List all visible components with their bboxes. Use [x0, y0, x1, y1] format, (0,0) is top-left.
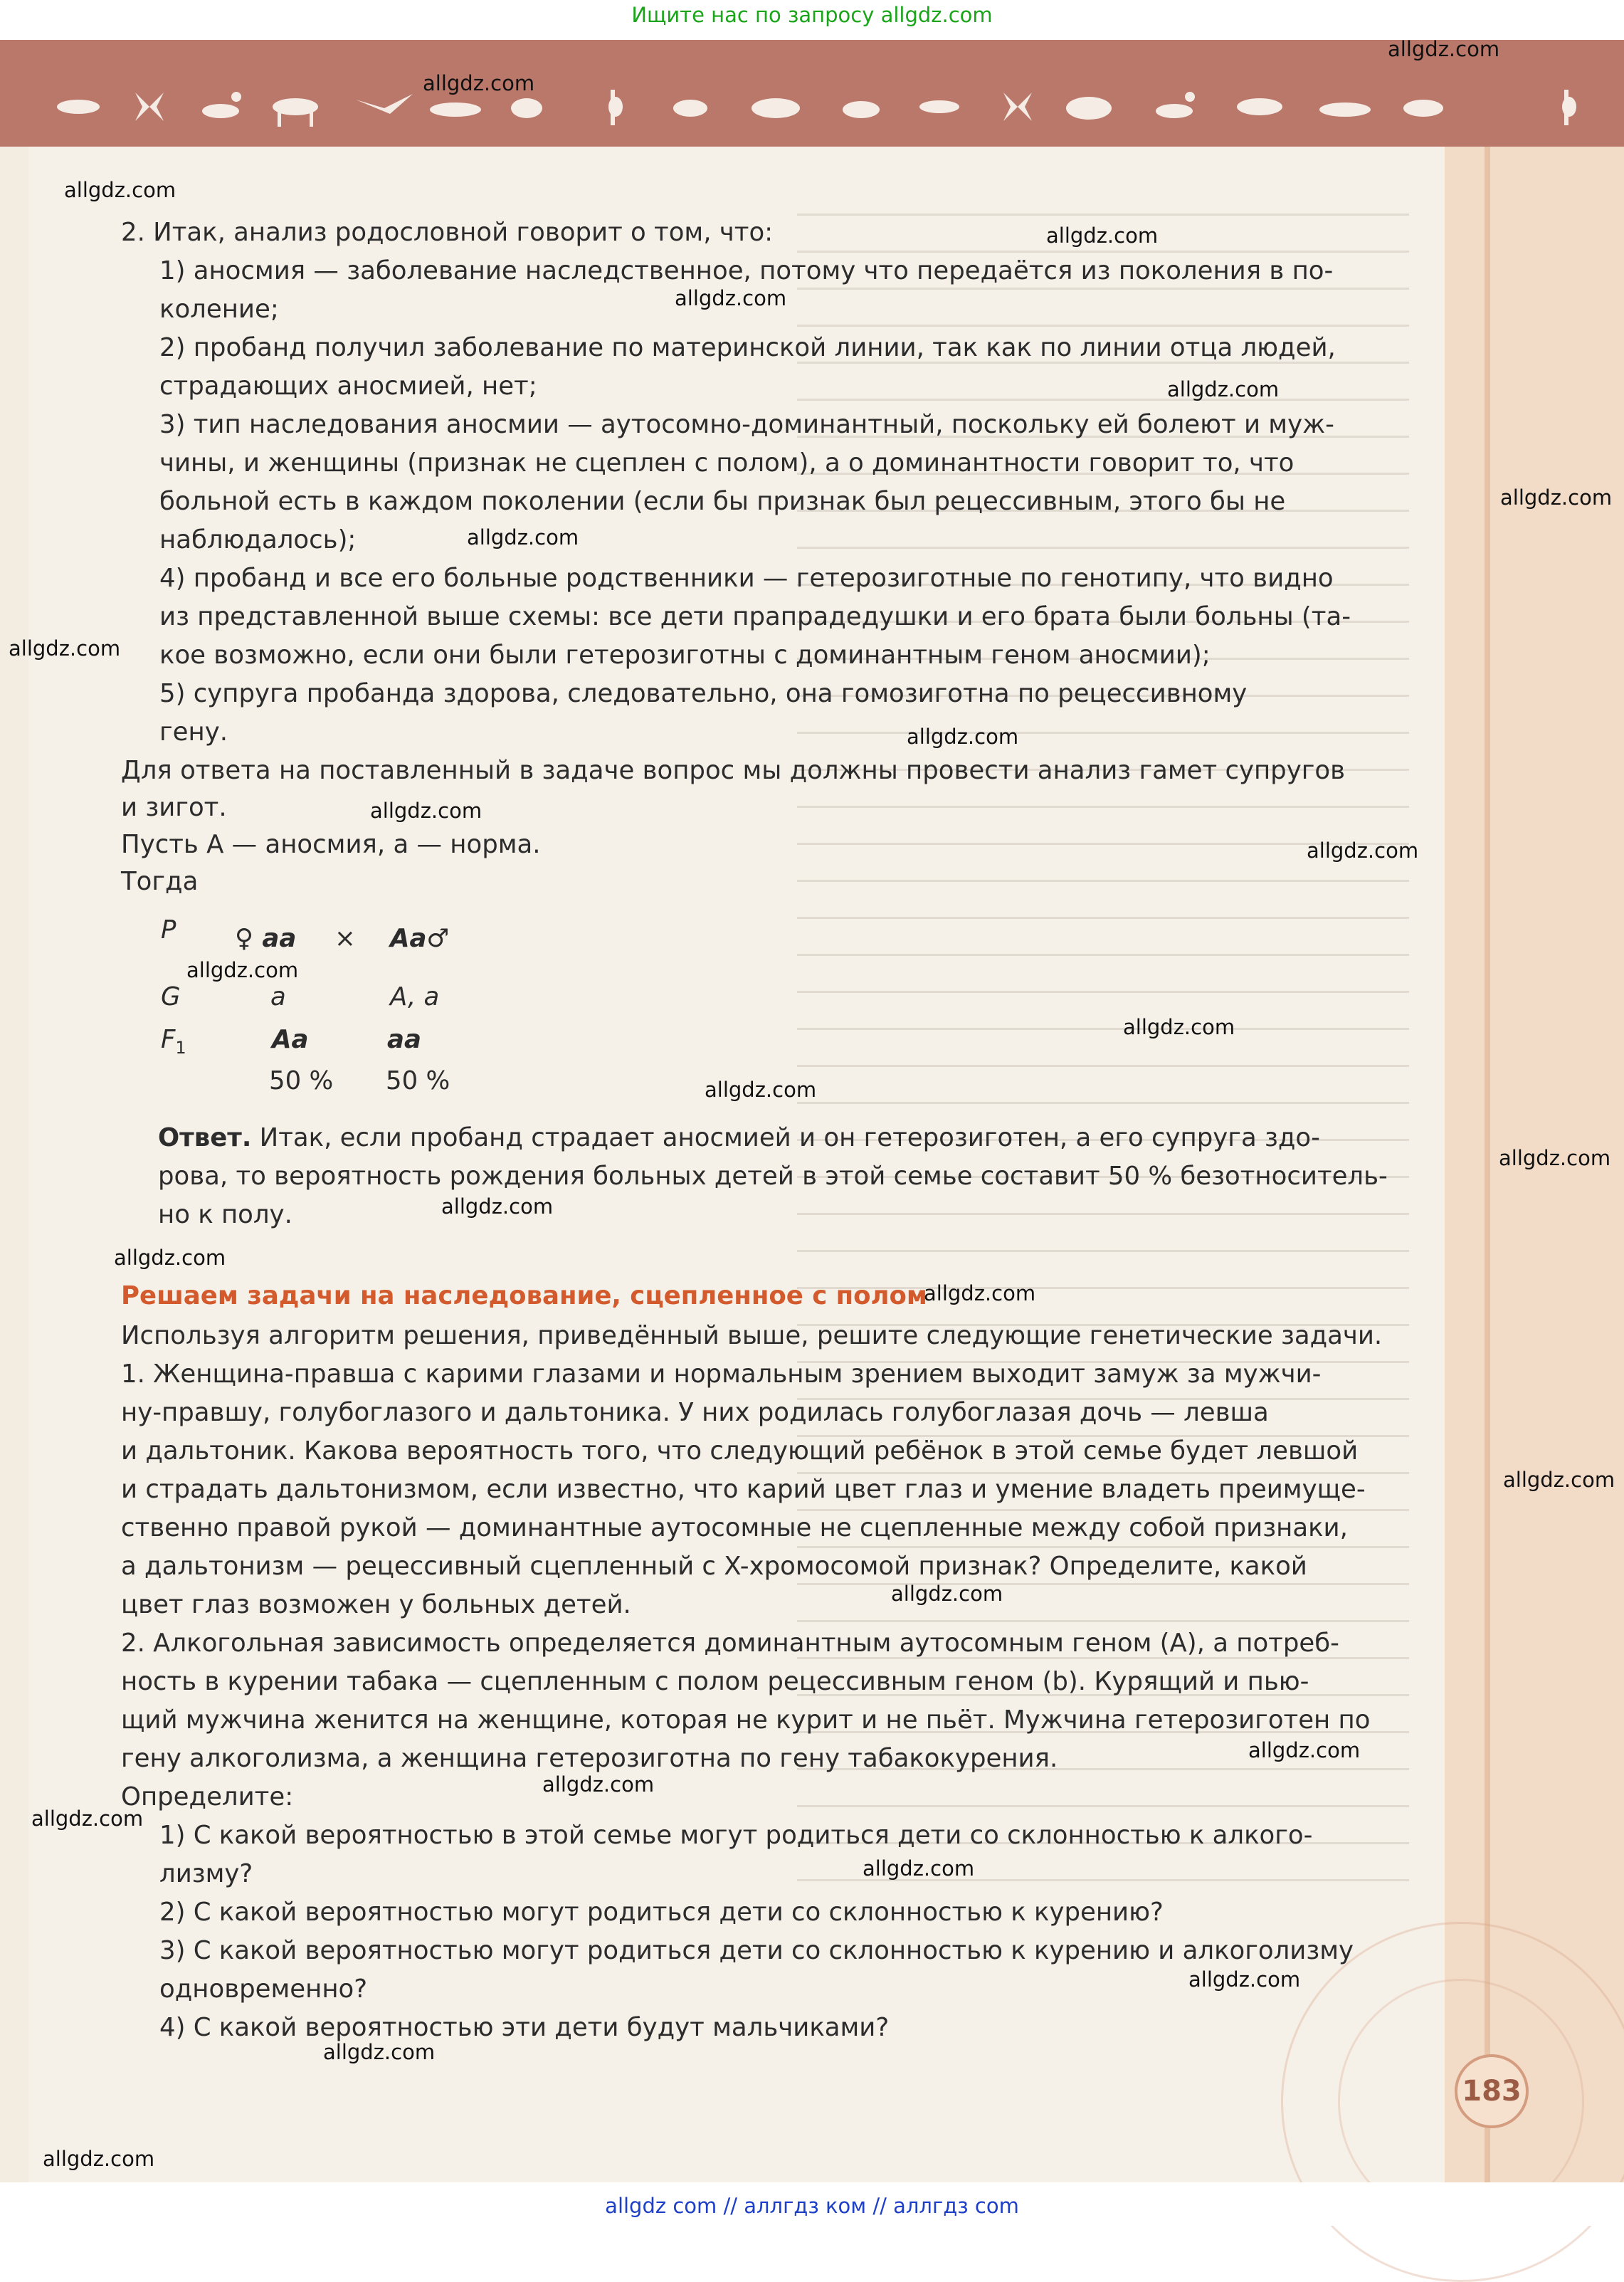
analysis-line: 5) супруга пробанда здорова, следовательно, она гомозиготна по рецессивному — [159, 679, 1248, 708]
page-number: 183 — [1455, 2054, 1529, 2128]
horse-icon — [273, 98, 318, 127]
task-line: щий мужчина женится на женщине, которая не курит и не пьёт. Мужчина гетерозиготен по — [121, 1705, 1371, 1735]
cross-g-male: A, a — [390, 982, 440, 1011]
heron-icon — [1562, 90, 1576, 125]
watermark: allgdz.com — [370, 799, 483, 823]
answer-line-1 — [158, 1120, 1320, 1156]
watermark: allgdz.com — [1503, 1468, 1615, 1492]
analysis-line: гену. — [159, 717, 228, 747]
bottom-links[interactable]: allgdz com // аллгдз ком // аллгдз com — [605, 2194, 1019, 2218]
fly-icon — [673, 100, 707, 117]
top-search-link[interactable]: Ищите нас по запросу allgdz.com — [631, 3, 993, 27]
scorpion-icon — [1156, 92, 1195, 118]
task-line: Определите: — [121, 1782, 294, 1812]
task-line: 1. Женщина-правша с карими глазами и нормальным зрением выходит замуж за мужчи- — [121, 1360, 1322, 1389]
section-heading: Решаем задачи на наследование, сцепленное с полом — [121, 1281, 927, 1310]
task-line: 4) С какой вероятностью эти дети будут мальчиками? — [159, 2013, 890, 2042]
task-line: 3) С какой вероятностью могут родиться дети со склонностью к курению и алкоголизму — [159, 1936, 1354, 1965]
watermark: allgdz.com — [9, 636, 121, 661]
watermark: allgdz.com — [114, 1246, 226, 1270]
cross-pct-a: 50 % — [269, 1066, 334, 1095]
gecko-icon — [919, 100, 959, 113]
watermark: allgdz.com — [1188, 1967, 1301, 1992]
watermark: allgdz.com — [323, 2040, 436, 2064]
analysis-line: чины, и женщины (признак не сцеплен с полом), а о доминантности говорит то, что — [159, 448, 1295, 478]
watermark: allgdz.com — [31, 1807, 144, 1831]
cross-p-label: P — [161, 915, 176, 945]
task-line: ну-правшу, голубоглазого и дальтоника. У них родилась голубоглазая дочь — левша — [121, 1398, 1269, 1427]
horse-icon — [1237, 98, 1282, 115]
task-line: 2) С какой вероятностью могут родиться дети со склонностью к курению? — [159, 1898, 1164, 1927]
watermark: allgdz.com — [1248, 1738, 1361, 1762]
cross-g-female: a — [270, 982, 286, 1011]
analysis-line: больной есть в каждом поколении (если бы признак был рецессивным, этого бы не — [159, 487, 1286, 516]
cross-f1-b: aa — [387, 1025, 421, 1054]
watermark: allgdz.com — [64, 178, 176, 202]
watermark: allgdz.com — [907, 725, 1019, 749]
dolphin-icon — [1319, 102, 1371, 117]
cross-g-label: G — [161, 982, 181, 1011]
watermark: allgdz.com — [891, 1582, 1003, 1606]
analysis-line: 1) аносмия — заболевание наследственное, потому что передаётся из поколения в по- — [159, 256, 1334, 285]
cross-f-letter: F — [161, 1025, 176, 1054]
cross-f-subscript: 1 — [175, 1038, 186, 1058]
analysis-line: 2. Итак, анализ родословной говорит о том, что: — [121, 218, 774, 247]
task-line: цвет глаз возможен у больных детей. — [121, 1590, 631, 1619]
analysis-line: и зигот. — [121, 793, 227, 822]
analysis-line: коление; — [159, 295, 279, 324]
swallow-icon — [356, 94, 413, 114]
watermark: allgdz.com — [863, 1856, 975, 1881]
task-line: и страдать дальтонизмом, если известно, что карий цвет глаз и умение владеть преимуще- — [121, 1475, 1366, 1504]
beetle-icon — [511, 98, 542, 118]
answer-label: Ответ. — [158, 1123, 252, 1152]
cross-f1-a: Aa — [272, 1025, 309, 1054]
watermark: allgdz.com — [186, 958, 299, 982]
scorpion-icon — [202, 92, 241, 118]
cross-sign: × — [334, 924, 356, 953]
task-line: Используя алгоритм решения, приведённый выше, решите следующие генетические задачи. — [121, 1321, 1383, 1350]
task-line: 2. Алкогольная зависимость определяется доминантным аутосомным геном (A), а потреб- — [121, 1629, 1339, 1658]
butterfly-icon — [135, 93, 164, 121]
analysis-line: Пусть A — аносмия, a — норма. — [121, 830, 541, 859]
animal-silhouettes — [50, 85, 1601, 128]
cross-p-female: ♀ aa — [235, 924, 297, 953]
watermark: allgdz.com — [43, 2147, 155, 2171]
analysis-line: наблюдалось); — [159, 525, 357, 554]
watermark: allgdz.com — [423, 71, 535, 95]
analysis-line: 3) тип наследования аносмии — аутосомно-доминантный, поскольку ей болеют и муж- — [159, 410, 1334, 439]
analysis-line: 4) пробанд и все его больные родственники — гетерозиготные по генотипу, что видно — [159, 564, 1334, 593]
watermark: allgdz.com — [467, 525, 579, 550]
answer-text: Итак, если пробанд страдает аносмией и он гетерозиготен, а его супруга здо- — [251, 1123, 1320, 1152]
watermark: allgdz.com — [1167, 377, 1280, 401]
task-line: лизму? — [159, 1859, 253, 1888]
watermark: allgdz.com — [1388, 37, 1500, 61]
heron-icon — [608, 90, 623, 125]
watermark: allgdz.com — [1046, 224, 1159, 248]
task-line: и дальтоник. Какова вероятность того, что следующий ребёнок в этой семье будет левшой — [121, 1436, 1359, 1466]
watermark: allgdz.com — [1307, 838, 1419, 863]
watermark: allgdz.com — [1123, 1015, 1235, 1039]
analysis-line: страдающих аносмией, нет; — [159, 372, 537, 401]
task-line: одновременно? — [159, 1975, 368, 2004]
lizard-icon — [57, 100, 100, 114]
task-line: ность в курении табака — сцепленным с полом рецессивным геном (b). Курящий и пью- — [121, 1667, 1309, 1696]
boar-icon — [752, 98, 800, 118]
dolphin-icon — [430, 102, 481, 117]
answer-line: но к полу. — [158, 1200, 292, 1229]
analysis-line: Тогда — [121, 867, 199, 896]
watermark: allgdz.com — [1499, 1146, 1611, 1170]
cross-f-label — [161, 1022, 186, 1066]
answer-line: рова, то вероятность рождения больных детей в этой семье составит 50 % безотноситель- — [158, 1162, 1388, 1191]
task-line: а дальтонизм — рецессивный сцепленный с X-хромосомой признак? Определите, какой — [121, 1552, 1307, 1581]
analysis-line: из представленной выше схемы: все дети прапрадедушки и его брата были больны (та- — [159, 602, 1351, 631]
task-line: 1) С какой вероятностью в этой семье могут родиться дети со склонностью к алкого- — [159, 1821, 1313, 1850]
butterfly-icon — [1003, 93, 1032, 121]
cross-pct-b: 50 % — [386, 1066, 450, 1095]
frog-icon — [843, 101, 880, 118]
task-line: гену алкоголизма, а женщина гетерозиготна по гену табакокурения. — [121, 1744, 1058, 1773]
bison-icon — [1066, 97, 1112, 120]
analysis-line: кое возможно, если они были гетерозиготны с доминантным геном аносмии); — [159, 641, 1211, 670]
watermark: allgdz.com — [675, 286, 787, 310]
watermark: allgdz.com — [441, 1194, 554, 1219]
analysis-line: 2) пробанд получил заболевание по материнской линии, так как по линии отца людей, — [159, 333, 1336, 362]
watermark: allgdz.com — [705, 1078, 817, 1102]
watermark: allgdz.com — [542, 1772, 655, 1797]
right-margin-line — [1485, 147, 1490, 2182]
watermark: allgdz.com — [1500, 485, 1613, 510]
watermark: allgdz.com — [924, 1281, 1036, 1305]
cross-p-male: Aa♂ — [390, 924, 450, 953]
dog-icon — [1403, 100, 1443, 117]
analysis-line: Для ответа на поставленный в задаче вопрос мы должны провести анализ гамет супругов — [121, 756, 1346, 785]
task-line: ственно правой рукой — доминантные аутосомные не сцепленные между собой признаки, — [121, 1513, 1348, 1542]
